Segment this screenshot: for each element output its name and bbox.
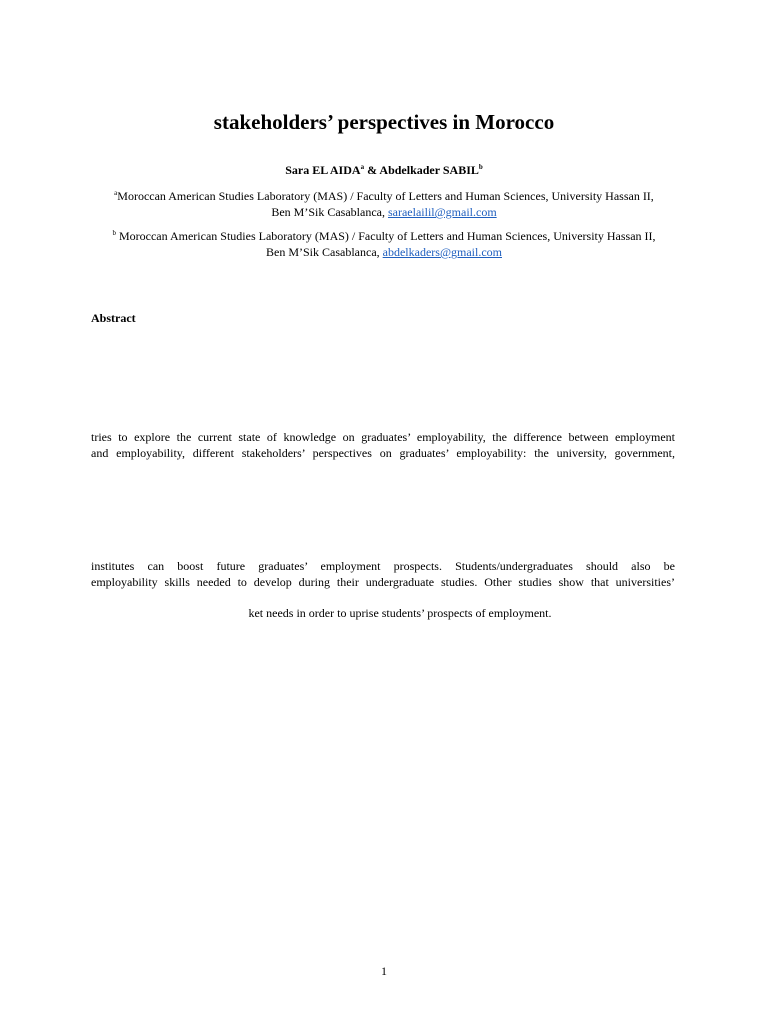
abstract-paragraph	[91, 558, 675, 590]
email-link[interactable]: abdelkaders@gmail.com	[382, 245, 502, 259]
abstract-line: ket needs in order to uprise students’ prospects of employment.	[248, 606, 552, 620]
paper-title: stakeholders’ perspectives in Morocco	[213, 110, 555, 134]
page-number: 1	[381, 964, 387, 978]
abstract-line: tries to explore the current state of knowledge on graduates’ employability, the difference between employment	[91, 430, 675, 444]
author-name: Sara EL AIDA	[285, 163, 361, 177]
affiliation-text: Moroccan American Studies Laboratory (MAS) / Faculty of Letters and Human Sciences, University Hassan II,	[117, 189, 654, 203]
abstract-line: employability skills needed to develop during their undergraduate studies. Other studies show that universities’	[91, 575, 675, 589]
author-affiliation-marker: a	[360, 163, 365, 171]
author-name: Abdelkader SABIL	[379, 163, 479, 177]
affiliation-location: Ben M’Sik Casablanca,	[266, 245, 383, 259]
abstract-paragraph	[91, 429, 675, 461]
affiliation-marker: a	[114, 189, 118, 197]
abstract-line: and employability, different stakeholders’ perspectives on graduates’ employability: the university, government,	[91, 446, 675, 460]
author-separator: &	[364, 163, 380, 177]
abstract-line: institutes can boost future graduates’ employment prospects. Students/undergraduates should also be	[91, 559, 675, 573]
affiliation-a	[90, 188, 678, 220]
affiliation-marker: b	[112, 229, 116, 237]
affiliation-location: Ben M’Sik Casablanca,	[271, 205, 388, 219]
abstract-heading: Abstract	[91, 311, 136, 325]
author-line	[0, 163, 768, 178]
affiliation-b	[90, 228, 678, 260]
email-link[interactable]: saraelailil@gmail.com	[387, 205, 497, 219]
author-affiliation-marker: b	[478, 163, 483, 171]
affiliation-text: Moroccan American Studies Laboratory (MAS) / Faculty of Letters and Human Sciences, University Hassan II,	[115, 229, 656, 243]
